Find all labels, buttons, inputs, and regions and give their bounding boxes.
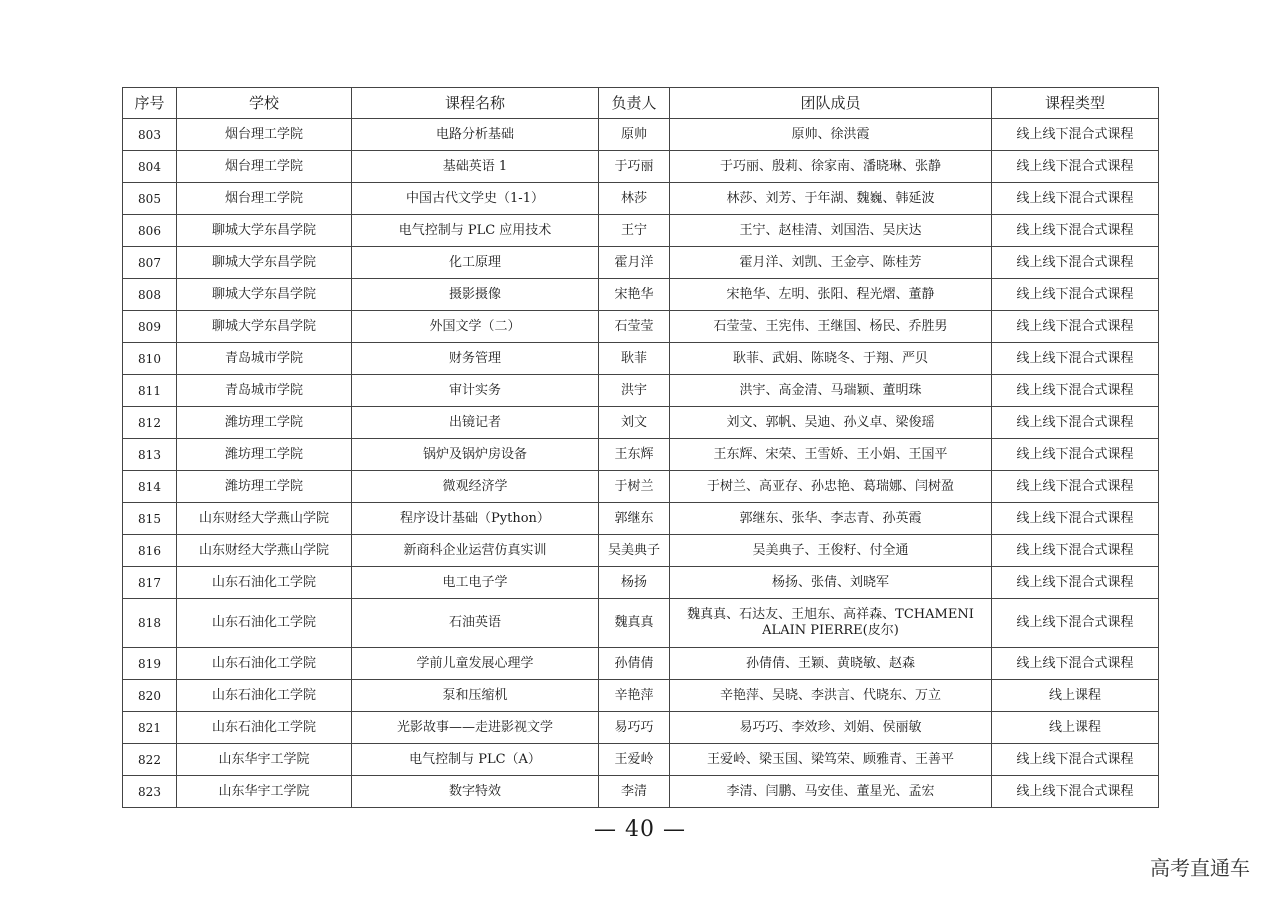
table-row: [123, 375, 1159, 407]
cell-course-type: 线上线下混合式课程: [992, 567, 1159, 599]
cell-team-members: 耿菲、武娟、陈晓冬、于翔、严贝: [670, 343, 992, 375]
cell-leader: 郭继东: [599, 503, 670, 535]
cell-leader: 原帅: [599, 119, 670, 151]
cell-course-type: 线上线下混合式课程: [992, 648, 1159, 680]
cell-team-members: 辛艳萍、吴晓、李洪言、代晓东、万立: [670, 680, 992, 712]
cell-school: 山东石油化工学院: [177, 599, 352, 648]
table-body: [123, 119, 1159, 808]
page-number: — 40 —: [594, 817, 686, 842]
cell-school: 潍坊理工学院: [177, 439, 352, 471]
table-row: [123, 503, 1159, 535]
cell-course-type: 线上线下混合式课程: [992, 407, 1159, 439]
table-row: [123, 567, 1159, 599]
cell-leader: 李清: [599, 776, 670, 808]
cell-school: 烟台理工学院: [177, 119, 352, 151]
cell-serial: 823: [123, 776, 177, 808]
table-row: [123, 247, 1159, 279]
cell-course-name: 数字特效: [352, 776, 599, 808]
cell-team-members: 原帅、徐洪霞: [670, 119, 992, 151]
cell-team-members: 李清、闫鹏、马安佳、董星光、孟宏: [670, 776, 992, 808]
cell-serial: 809: [123, 311, 177, 343]
cell-course-type: 线上线下混合式课程: [992, 535, 1159, 567]
cell-course-name: 泵和压缩机: [352, 680, 599, 712]
cell-course-type: 线上线下混合式课程: [992, 119, 1159, 151]
cell-course-type: 线上线下混合式课程: [992, 744, 1159, 776]
cell-leader: 于巧丽: [599, 151, 670, 183]
cell-team-members: 王东辉、宋荣、王雪娇、王小娟、王国平: [670, 439, 992, 471]
table-row: [123, 311, 1159, 343]
cell-school: 潍坊理工学院: [177, 407, 352, 439]
table-row: [123, 599, 1159, 648]
cell-team-members: 郭继东、张华、李志青、孙英霞: [670, 503, 992, 535]
cell-serial: 813: [123, 439, 177, 471]
header-course-name: 课程名称: [352, 88, 599, 119]
table-row: [123, 279, 1159, 311]
cell-course-type: 线上线下混合式课程: [992, 151, 1159, 183]
cell-team-members: 孙倩倩、王颖、黄晓敏、赵森: [670, 648, 992, 680]
cell-course-type: 线上线下混合式课程: [992, 439, 1159, 471]
cell-team-members: 刘文、郭帆、吴迪、孙义卓、梁俊瑶: [670, 407, 992, 439]
cell-course-type: 线上线下混合式课程: [992, 599, 1159, 648]
cell-serial: 805: [123, 183, 177, 215]
cell-team-members: 石莹莹、王宪伟、王继国、杨民、乔胜男: [670, 311, 992, 343]
cell-leader: 洪宇: [599, 375, 670, 407]
cell-course-name: 外国文学（二）: [352, 311, 599, 343]
table-row: [123, 712, 1159, 744]
cell-school: 山东财经大学燕山学院: [177, 535, 352, 567]
cell-serial: 818: [123, 599, 177, 648]
table-row: [123, 119, 1159, 151]
cell-leader: 王爱岭: [599, 744, 670, 776]
cell-course-name: 微观经济学: [352, 471, 599, 503]
cell-serial: 811: [123, 375, 177, 407]
cell-serial: 815: [123, 503, 177, 535]
cell-school: 聊城大学东昌学院: [177, 311, 352, 343]
cell-school: 山东石油化工学院: [177, 567, 352, 599]
cell-school: 烟台理工学院: [177, 183, 352, 215]
cell-course-type: 线上线下混合式课程: [992, 343, 1159, 375]
cell-course-name: 电气控制与 PLC 应用技术: [352, 215, 599, 247]
watermark: 高考直通车: [1150, 856, 1250, 880]
header-team-members: 团队成员: [670, 88, 992, 119]
cell-course-name: 新商科企业运营仿真实训: [352, 535, 599, 567]
cell-team-members: 易巧巧、李效珍、刘娟、侯丽敏: [670, 712, 992, 744]
cell-team-members: 林莎、刘芳、于年湖、魏巍、韩延波: [670, 183, 992, 215]
cell-serial: 810: [123, 343, 177, 375]
cell-leader: 易巧巧: [599, 712, 670, 744]
cell-course-type: 线上线下混合式课程: [992, 471, 1159, 503]
table-header-row: [123, 88, 1159, 119]
cell-school: 山东财经大学燕山学院: [177, 503, 352, 535]
cell-serial: 803: [123, 119, 177, 151]
cell-course-name: 电工电子学: [352, 567, 599, 599]
cell-leader: 王东辉: [599, 439, 670, 471]
table-row: [123, 407, 1159, 439]
cell-school: 潍坊理工学院: [177, 471, 352, 503]
cell-team-members: 宋艳华、左明、张阳、程光熠、董静: [670, 279, 992, 311]
cell-course-type: 线上线下混合式课程: [992, 215, 1159, 247]
cell-leader: 石莹莹: [599, 311, 670, 343]
cell-serial: 816: [123, 535, 177, 567]
table-row: [123, 776, 1159, 808]
cell-leader: 辛艳萍: [599, 680, 670, 712]
cell-course-type: 线上线下混合式课程: [992, 279, 1159, 311]
cell-leader: 霍月洋: [599, 247, 670, 279]
cell-school: 山东华宇工学院: [177, 776, 352, 808]
cell-leader: 孙倩倩: [599, 648, 670, 680]
cell-team-members: 王爱岭、梁玉国、梁笃荣、顾雅青、王善平: [670, 744, 992, 776]
cell-leader: 于树兰: [599, 471, 670, 503]
cell-serial: 822: [123, 744, 177, 776]
header-serial: 序号: [123, 88, 177, 119]
cell-course-type: 线上线下混合式课程: [992, 311, 1159, 343]
cell-leader: 耿菲: [599, 343, 670, 375]
cell-school: 青岛城市学院: [177, 343, 352, 375]
cell-serial: 814: [123, 471, 177, 503]
table-row: [123, 680, 1159, 712]
cell-school: 青岛城市学院: [177, 375, 352, 407]
cell-course-name: 出镜记者: [352, 407, 599, 439]
cell-team-members: 于树兰、高亚存、孙忠艳、葛瑞娜、闫树盈: [670, 471, 992, 503]
cell-serial: 806: [123, 215, 177, 247]
cell-school: 山东华宇工学院: [177, 744, 352, 776]
table-row: [123, 744, 1159, 776]
cell-school: 山东石油化工学院: [177, 680, 352, 712]
cell-course-name: 电路分析基础: [352, 119, 599, 151]
cell-school: 聊城大学东昌学院: [177, 247, 352, 279]
cell-course-type: 线上线下混合式课程: [992, 247, 1159, 279]
cell-school: 聊城大学东昌学院: [177, 215, 352, 247]
cell-leader: 刘文: [599, 407, 670, 439]
cell-serial: 807: [123, 247, 177, 279]
cell-course-type: 线上线下混合式课程: [992, 776, 1159, 808]
cell-school: 山东石油化工学院: [177, 712, 352, 744]
table-row: [123, 183, 1159, 215]
cell-leader: 魏真真: [599, 599, 670, 648]
cell-school: 烟台理工学院: [177, 151, 352, 183]
header-course-type: 课程类型: [992, 88, 1159, 119]
cell-course-name: 学前儿童发展心理学: [352, 648, 599, 680]
cell-school: 山东石油化工学院: [177, 648, 352, 680]
cell-school: 聊城大学东昌学院: [177, 279, 352, 311]
cell-course-name: 锅炉及锅炉房设备: [352, 439, 599, 471]
table-row: [123, 471, 1159, 503]
course-table: [122, 87, 1159, 808]
cell-course-name: 摄影摄像: [352, 279, 599, 311]
table-row: [123, 439, 1159, 471]
cell-serial: 820: [123, 680, 177, 712]
cell-course-name: 程序设计基础（Python）: [352, 503, 599, 535]
cell-team-members: 洪宇、高金清、马瑞颖、董明珠: [670, 375, 992, 407]
cell-course-name: 光影故事——走进影视文学: [352, 712, 599, 744]
cell-serial: 804: [123, 151, 177, 183]
table-row: [123, 535, 1159, 567]
cell-team-members: 王宁、赵桂清、刘国浩、吴庆达: [670, 215, 992, 247]
table-row: [123, 215, 1159, 247]
cell-team-members: 吴美典子、王俊籽、付全通: [670, 535, 992, 567]
cell-serial: 821: [123, 712, 177, 744]
cell-course-type: 线上线下混合式课程: [992, 375, 1159, 407]
header-leader: 负责人: [599, 88, 670, 119]
cell-serial: 808: [123, 279, 177, 311]
table-row: [123, 343, 1159, 375]
cell-leader: 吴美典子: [599, 535, 670, 567]
cell-leader: 王宁: [599, 215, 670, 247]
cell-course-name: 石油英语: [352, 599, 599, 648]
cell-course-name: 电气控制与 PLC（A）: [352, 744, 599, 776]
cell-course-name: 基础英语 1: [352, 151, 599, 183]
cell-team-members: 杨扬、张倩、刘晓军: [670, 567, 992, 599]
cell-course-name: 化工原理: [352, 247, 599, 279]
header-school: 学校: [177, 88, 352, 119]
cell-course-name: 财务管理: [352, 343, 599, 375]
cell-serial: 817: [123, 567, 177, 599]
cell-course-type: 线上课程: [992, 680, 1159, 712]
cell-course-name: 审计实务: [352, 375, 599, 407]
cell-leader: 杨扬: [599, 567, 670, 599]
table-row: [123, 648, 1159, 680]
cell-course-name: 中国古代文学史（1-1）: [352, 183, 599, 215]
cell-serial: 819: [123, 648, 177, 680]
cell-course-type: 线上线下混合式课程: [992, 503, 1159, 535]
cell-team-members: 于巧丽、殷莉、徐家南、潘晓琳、张静: [670, 151, 992, 183]
table-row: [123, 151, 1159, 183]
cell-course-type: 线上课程: [992, 712, 1159, 744]
cell-team-members: 魏真真、石达友、王旭东、高祥森、TCHAMENI ALAIN PIERRE(皮尔): [670, 599, 992, 648]
cell-team-members: 霍月洋、刘凯、王金亭、陈桂芳: [670, 247, 992, 279]
cell-course-type: 线上线下混合式课程: [992, 183, 1159, 215]
cell-leader: 宋艳华: [599, 279, 670, 311]
cell-leader: 林莎: [599, 183, 670, 215]
cell-serial: 812: [123, 407, 177, 439]
